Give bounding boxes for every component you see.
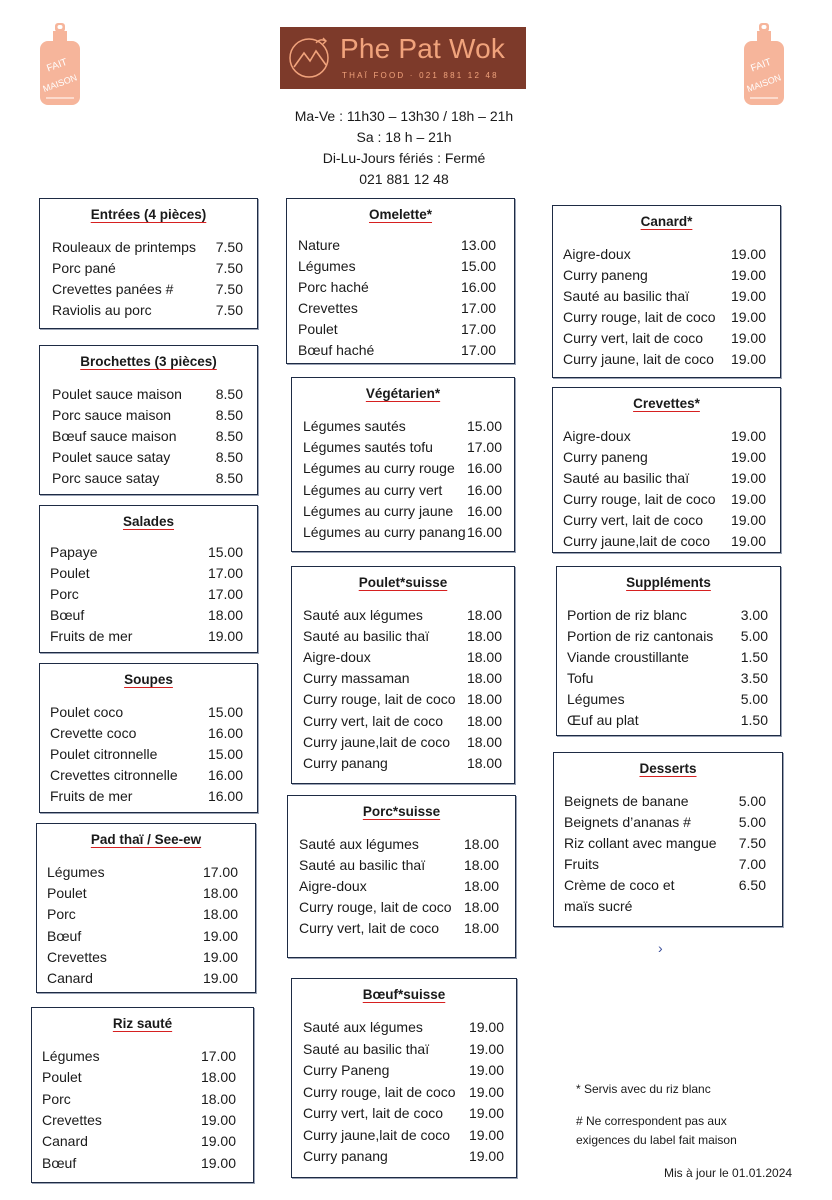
menu-item-price: 19.00 bbox=[468, 1105, 504, 1121]
menu-item-name: Légumes au curry vert bbox=[303, 481, 443, 498]
hours-closed: Di-Lu-Jours fériés : Fermé bbox=[322, 150, 486, 166]
menu-item-price: 19.00 bbox=[730, 449, 766, 465]
menu-item-price: 19.00 bbox=[468, 1126, 504, 1143]
menu-item-price: 19.00 bbox=[730, 428, 766, 444]
menu-item-price: 19.00 bbox=[730, 512, 766, 528]
menu-item-price: 16.00 bbox=[207, 788, 243, 804]
menu-item-name: Légumes sautés bbox=[303, 418, 406, 434]
hours-weekdays: Ma-Ve : 11h30 – 13h30 / 18h – 21h bbox=[294, 108, 514, 124]
menu-item-name: Curry jaune,lait de coco bbox=[303, 1126, 451, 1143]
hours-saturday: Sa : 18 h – 21h bbox=[356, 129, 452, 145]
menu-item-name: Crevettes bbox=[42, 1111, 102, 1128]
menu-item-name: Bœuf haché bbox=[298, 342, 375, 358]
menu-item-name: Porc bbox=[50, 586, 79, 602]
fait-maison-badge-right bbox=[740, 22, 788, 108]
menu-item-name: Curry Paneng bbox=[303, 1062, 390, 1078]
menu-item-price: 16.00 bbox=[207, 725, 243, 741]
menu-item-name: Légumes bbox=[42, 1048, 100, 1064]
note-served-with-rice: * Servis avec du riz blanc bbox=[576, 1082, 711, 1096]
menu-item-name: Légumes bbox=[47, 864, 105, 880]
menu-section-entrees bbox=[39, 198, 258, 329]
menu-item-name: Poulet bbox=[298, 321, 338, 337]
menu-item-price: 19.00 bbox=[730, 491, 766, 507]
menu-item-price: 19.00 bbox=[730, 246, 766, 262]
note-hash-line1: # Ne correspondent pas aux bbox=[576, 1114, 727, 1128]
menu-item-price: 15.00 bbox=[466, 418, 502, 434]
menu-item-name: Curry vert, lait de coco bbox=[303, 1105, 444, 1121]
menu-item-name: Canard bbox=[47, 970, 93, 986]
menu-item-name: Sauté au basilic thaï bbox=[563, 288, 690, 304]
menu-item-name: Beignets de banane bbox=[564, 793, 689, 809]
menu-item-name: Porc sauce satay bbox=[52, 470, 160, 486]
menu-item-name: Poulet bbox=[47, 885, 87, 902]
menu-item-name: Légumes au curry panang bbox=[303, 524, 466, 540]
menu-item-name: Curry rouge, lait de coco bbox=[299, 899, 452, 915]
menu-item-price: 18.00 bbox=[463, 836, 499, 852]
menu-item-name: Rouleaux de printemps bbox=[52, 239, 196, 255]
menu-item-price: 7.50 bbox=[738, 835, 766, 851]
menu-section-poulet bbox=[291, 566, 515, 784]
menu-item-name: Légumes bbox=[298, 258, 356, 274]
menu-item-price: 17.00 bbox=[202, 864, 238, 880]
menu-item-name: Curry panang bbox=[303, 1148, 388, 1164]
menu-item-name: Curry jaune,lait de coco bbox=[563, 533, 711, 549]
menu-item-name: Raviolis au porc bbox=[52, 302, 152, 318]
section-title bbox=[37, 832, 255, 847]
menu-item-name: Crevette coco bbox=[50, 725, 137, 741]
menu-item-name: Bœuf bbox=[50, 607, 85, 623]
menu-item-price: 18.00 bbox=[463, 899, 499, 915]
section-title bbox=[287, 207, 514, 222]
menu-item-name: Canard bbox=[42, 1133, 88, 1150]
menu-item-price: 18.00 bbox=[463, 920, 499, 936]
menu-section-supplements bbox=[556, 566, 781, 736]
menu-item-name: Curry rouge, lait de coco bbox=[303, 1083, 456, 1100]
menu-item-price: 19.00 bbox=[730, 351, 766, 367]
phone-number: 021 881 12 48 bbox=[359, 171, 449, 187]
menu-item-price: 19.00 bbox=[730, 470, 766, 486]
menu-item-name: Curry jaune,lait de coco bbox=[303, 733, 451, 750]
fait-maison-badge-icon bbox=[740, 22, 788, 108]
menu-item-price: 5.00 bbox=[740, 628, 768, 644]
menu-item-name: Viande croustillante bbox=[567, 649, 689, 665]
menu-item-price: 19.00 bbox=[202, 970, 238, 986]
menu-item-name: Nature bbox=[298, 237, 341, 253]
section-title-text: Crevettes* bbox=[633, 396, 700, 411]
menu-item-name: Bœuf sauce maison bbox=[52, 428, 177, 444]
menu-item-price: 19.00 bbox=[468, 1148, 504, 1164]
restaurant-logo bbox=[280, 27, 526, 89]
menu-item-price: 19.00 bbox=[468, 1062, 504, 1078]
menu-item-name: Poulet coco bbox=[50, 704, 124, 720]
menu-section-desserts bbox=[553, 752, 783, 927]
menu-item-name: Crevettes panées # bbox=[52, 281, 174, 297]
menu-section-canard bbox=[552, 205, 781, 378]
menu-item-name: Légumes au curry jaune bbox=[303, 502, 454, 519]
fait-maison-badge-icon bbox=[36, 22, 84, 108]
menu-item-name: Poulet citronnelle bbox=[50, 746, 158, 762]
menu-item-price: 16.00 bbox=[460, 279, 496, 295]
menu-item-price: 17.00 bbox=[207, 586, 243, 602]
section-title-text: Poulet*suisse bbox=[358, 575, 448, 590]
menu-item-name: Curry rouge, lait de coco bbox=[563, 491, 716, 507]
menu-item-name: Curry jaune, lait de coco bbox=[563, 351, 714, 367]
menu-item-price: 8.50 bbox=[215, 428, 243, 444]
menu-item-name: Sauté au basilic thaï bbox=[563, 470, 690, 486]
section-title-text: Brochettes (3 pièces) bbox=[80, 354, 217, 369]
menu-item-price: 5.00 bbox=[738, 814, 766, 830]
menu-item-name: Portion de riz blanc bbox=[567, 607, 687, 623]
menu-item-price: 5.00 bbox=[738, 793, 766, 809]
menu-section-padthai bbox=[36, 823, 256, 993]
menu-item-name: Curry massaman bbox=[303, 670, 410, 687]
menu-item-price: 19.00 bbox=[468, 1040, 504, 1057]
menu-item-name: Légumes bbox=[567, 691, 625, 707]
menu-item-price: 3.00 bbox=[740, 607, 768, 623]
section-title bbox=[40, 207, 257, 222]
menu-item-price: 16.00 bbox=[207, 767, 243, 783]
menu-item-price: 1.50 bbox=[740, 649, 768, 665]
menu-item-name: Sauté aux légumes bbox=[303, 607, 423, 623]
menu-item-price: 19.00 bbox=[200, 1133, 236, 1150]
menu-item-name: Poulet sauce maison bbox=[52, 386, 182, 402]
menu-item-price: 7.00 bbox=[738, 856, 766, 872]
section-title-text: Omelette* bbox=[368, 207, 433, 222]
menu-item-price: 17.00 bbox=[207, 565, 243, 581]
wok-mountain-icon bbox=[286, 33, 332, 81]
svg-text:MAISON: MAISON bbox=[41, 72, 79, 94]
menu-item-name: Crevettes bbox=[298, 300, 358, 316]
menu-item-price: 7.50 bbox=[215, 239, 243, 255]
menu-item-name: Bœuf bbox=[47, 927, 82, 944]
section-title-text: Porc*suisse bbox=[362, 804, 441, 819]
menu-item-price: 1.50 bbox=[740, 712, 768, 728]
fait-maison-badge-left bbox=[36, 22, 84, 108]
menu-item-price: 18.00 bbox=[207, 607, 243, 623]
menu-item-price: 18.00 bbox=[463, 878, 499, 894]
menu-item-name: Curry rouge, lait de coco bbox=[563, 309, 716, 325]
menu-item-name: Curry vert, lait de coco bbox=[303, 712, 444, 729]
menu-item-name: Fruits de mer bbox=[50, 788, 133, 804]
menu-item-price: 19.00 bbox=[202, 948, 238, 965]
menu-item-name: Sauté au basilic thaï bbox=[303, 628, 430, 645]
menu-item-name: Curry rouge, lait de coco bbox=[303, 691, 456, 708]
section-title-text: Soupes bbox=[124, 672, 173, 687]
menu-section-rizsaute bbox=[31, 1007, 254, 1183]
menu-item-price: 19.00 bbox=[200, 1111, 236, 1128]
updated-date: Mis à jour le 01.01.2024 bbox=[664, 1166, 793, 1180]
menu-item-price: 18.00 bbox=[200, 1090, 236, 1107]
menu-item-name: Sauté aux légumes bbox=[303, 1019, 423, 1035]
section-title bbox=[40, 672, 257, 687]
menu-item-price: 18.00 bbox=[202, 885, 238, 902]
section-title-text: Canard* bbox=[640, 214, 693, 229]
section-title bbox=[553, 396, 780, 411]
section-title bbox=[557, 575, 780, 590]
menu-item-name: Curry paneng bbox=[563, 267, 648, 283]
svg-text:MAISON: MAISON bbox=[745, 72, 783, 94]
menu-item-name: Aigre-doux bbox=[299, 878, 367, 894]
menu-item-price: 15.00 bbox=[207, 544, 243, 560]
menu-item-price: 13.00 bbox=[460, 237, 496, 253]
section-title-text: Suppléments bbox=[626, 575, 711, 590]
menu-item-name: Porc sauce maison bbox=[52, 407, 172, 423]
menu-item-price: 18.00 bbox=[202, 906, 238, 923]
menu-item-name: Curry paneng bbox=[563, 449, 648, 465]
menu-section-crevettes bbox=[552, 387, 781, 553]
menu-item-name: Légumes sautés tofu bbox=[303, 439, 433, 456]
menu-item-price: 18.00 bbox=[463, 857, 499, 873]
menu-item-price: 8.50 bbox=[215, 470, 243, 486]
menu-item-price: 19.00 bbox=[730, 288, 766, 304]
section-title-text: Végétarien* bbox=[365, 386, 441, 401]
section-title bbox=[40, 514, 257, 529]
menu-item-price: 19.00 bbox=[207, 628, 243, 644]
section-title-text: Entrées (4 pièces) bbox=[90, 207, 207, 222]
menu-item-price: 7.50 bbox=[215, 260, 243, 276]
pen-mark: › bbox=[658, 940, 663, 956]
menu-item-name: Tofu bbox=[567, 670, 594, 686]
menu-item-name: Curry vert, lait de coco bbox=[563, 330, 704, 346]
menu-section-porc bbox=[287, 795, 516, 958]
menu-item-price: 3.50 bbox=[740, 670, 768, 686]
menu-item-price: 15.00 bbox=[460, 258, 496, 274]
menu-item-price: 18.00 bbox=[200, 1069, 236, 1086]
menu-item-price: 16.00 bbox=[466, 481, 502, 498]
menu-item-name: Aigre-doux bbox=[563, 428, 631, 444]
menu-item-price: 16.00 bbox=[466, 460, 502, 477]
menu-item-name: Bœuf bbox=[42, 1154, 77, 1171]
menu-item-price: 19.00 bbox=[200, 1154, 236, 1171]
section-title bbox=[292, 386, 514, 401]
menu-item-price: 18.00 bbox=[466, 712, 502, 729]
menu-item-name: Curry vert, lait de coco bbox=[563, 512, 704, 528]
menu-item-price: 18.00 bbox=[466, 691, 502, 708]
menu-item-name: Beignets d’ananas # bbox=[564, 814, 691, 830]
menu-item-name: Sauté au basilic thaï bbox=[303, 1040, 430, 1057]
menu-item-name: Poulet bbox=[42, 1069, 82, 1086]
menu-item-price: 8.50 bbox=[215, 449, 243, 465]
menu-section-vegetarien bbox=[291, 377, 515, 552]
menu-item-name: Fruits bbox=[564, 856, 599, 872]
menu-item-name: Légumes au curry rouge bbox=[303, 460, 455, 477]
menu-item-name: Porc bbox=[47, 906, 76, 923]
menu-section-soupes bbox=[39, 663, 258, 813]
section-title bbox=[553, 214, 780, 229]
menu-item-price: 17.00 bbox=[466, 439, 502, 456]
menu-item-price: 15.00 bbox=[207, 746, 243, 762]
section-title-text: Salades bbox=[122, 514, 175, 529]
section-title bbox=[292, 575, 514, 590]
restaurant-name: Phe Pat Wok bbox=[340, 33, 506, 64]
menu-section-boeuf bbox=[291, 978, 517, 1178]
menu-item-price: 18.00 bbox=[466, 628, 502, 645]
restaurant-tagline: THAÏ FOOD · 021 881 12 48 bbox=[342, 71, 499, 80]
menu-item-price: 17.00 bbox=[460, 321, 496, 337]
menu-item-price: 18.00 bbox=[466, 733, 502, 750]
menu-item-name: Crevettes bbox=[47, 948, 107, 965]
menu-item-price: 17.00 bbox=[200, 1048, 236, 1064]
menu-item-price: 7.50 bbox=[215, 302, 243, 318]
menu-item-name: Sauté aux légumes bbox=[299, 836, 419, 852]
menu-item-price: 19.00 bbox=[730, 330, 766, 346]
menu-item-price: 7.50 bbox=[215, 281, 243, 297]
menu-item-price: 19.00 bbox=[730, 267, 766, 283]
menu-item-name: Porc bbox=[42, 1090, 71, 1107]
menu-item-name: Curry vert, lait de coco bbox=[299, 920, 440, 936]
menu-item-name: Crème de coco et bbox=[564, 877, 675, 893]
menu-item-price: 17.00 bbox=[460, 300, 496, 316]
menu-item-price: 6.50 bbox=[738, 877, 766, 893]
menu-item-price: 18.00 bbox=[466, 670, 502, 687]
menu-item-price: 19.00 bbox=[730, 309, 766, 325]
menu-item-price: 18.00 bbox=[466, 607, 502, 623]
section-title bbox=[554, 761, 782, 776]
menu-item-name: maïs sucré bbox=[564, 898, 633, 914]
menu-item-price: 19.00 bbox=[468, 1083, 504, 1100]
menu-item-name: Riz collant avec mangue bbox=[564, 835, 717, 851]
menu-item-price: 19.00 bbox=[730, 533, 766, 549]
menu-section-omelette bbox=[286, 198, 515, 364]
menu-item-price: 8.50 bbox=[215, 407, 243, 423]
menu-item-name: Aigre-doux bbox=[303, 649, 371, 666]
section-title-text: Pad thaï / See-ew bbox=[90, 832, 202, 847]
menu-item-price: 5.00 bbox=[740, 691, 768, 707]
section-title-text: Riz sauté bbox=[112, 1016, 173, 1031]
menu-item-name: Curry panang bbox=[303, 754, 388, 771]
menu-item-name: Fruits de mer bbox=[50, 628, 133, 644]
section-title bbox=[288, 804, 515, 819]
menu-item-price: 16.00 bbox=[466, 502, 502, 519]
menu-section-salades bbox=[39, 505, 258, 653]
menu-item-name: Porc haché bbox=[298, 279, 369, 295]
section-title bbox=[40, 354, 257, 369]
menu-section-brochettes bbox=[39, 345, 258, 495]
menu-item-price: 8.50 bbox=[215, 386, 243, 402]
note-hash-line2: exigences du label fait maison bbox=[576, 1133, 737, 1147]
menu-item-name: Papaye bbox=[50, 544, 98, 560]
menu-item-name: Aigre-doux bbox=[563, 246, 631, 262]
menu-item-name: Sauté au basilic thaï bbox=[299, 857, 426, 873]
menu-item-name: Poulet bbox=[50, 565, 90, 581]
svg-text:FAIT: FAIT bbox=[749, 56, 773, 75]
menu-item-price: 18.00 bbox=[466, 649, 502, 666]
menu-item-name: Poulet sauce satay bbox=[52, 449, 171, 465]
section-title-text: Bœuf*suisse bbox=[362, 987, 446, 1002]
section-title-text: Desserts bbox=[639, 761, 697, 776]
menu-item-name: Crevettes citronnelle bbox=[50, 767, 178, 783]
menu-item-price: 15.00 bbox=[207, 704, 243, 720]
section-title bbox=[32, 1016, 253, 1031]
menu-item-price: 19.00 bbox=[202, 927, 238, 944]
menu-item-name: Porc pané bbox=[52, 260, 116, 276]
section-title bbox=[292, 987, 516, 1002]
menu-item-price: 16.00 bbox=[466, 524, 502, 540]
menu-item-name: Portion de riz cantonais bbox=[567, 628, 714, 644]
svg-text:FAIT: FAIT bbox=[45, 56, 69, 75]
menu-item-price: 19.00 bbox=[468, 1019, 504, 1035]
menu-item-price: 17.00 bbox=[460, 342, 496, 358]
menu-item-price: 18.00 bbox=[466, 754, 502, 771]
menu-item-name: Œuf au plat bbox=[567, 712, 639, 728]
